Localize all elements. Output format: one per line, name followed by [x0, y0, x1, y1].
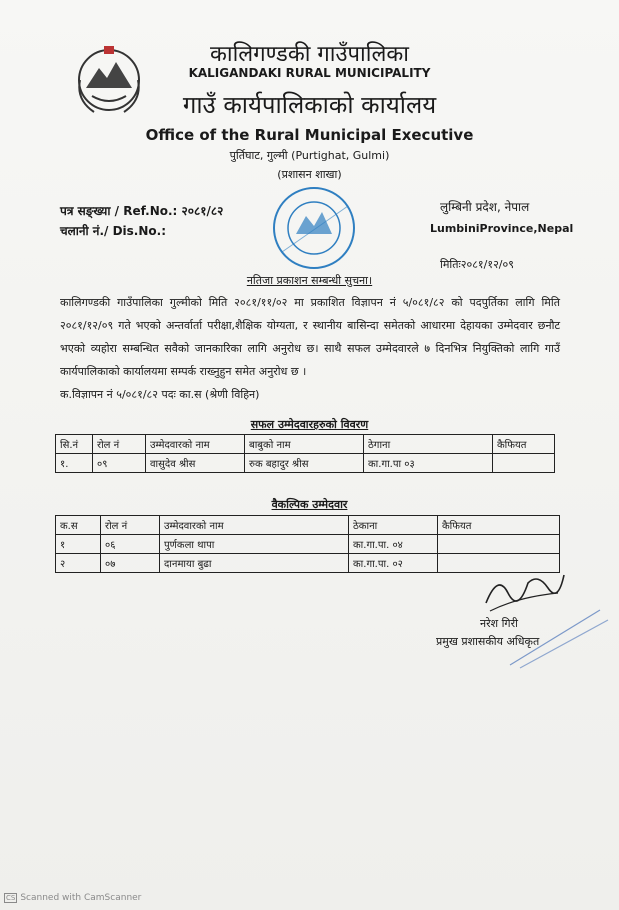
notice-body: कालिगण्डकी गाउँपालिका गुल्मीको मिति २०८१/११/०२ मा प्रकाशित विज्ञापन नं ५/०८१/८२ को पदपुर्तिका लागि मिति २०८१/१२/०९ गते भएको अन्तर्वार्ता परीक्षा,शैक्षिक योग्यता, र स्थानीय बासिन्दा समेतको आधारमा देहायका उम्मेदवार छनौट भएको व्यहोरा सम्बन्धित सवैको जानकारिका लागि अनुरोध छ। साथै सफल उम्मेदवारले ७ दिनभित्र नियुक्तिको लागि गाउँ कार्यपालिकाको कार्यालयमा सम्पर्क राख्नुहुन समेत अनुरोध छ ।: [60, 296, 560, 378]
successful-caption: सफल उम्मेदवारहरुको विवरण: [250, 418, 369, 431]
province-english: LumbiniProvince,Nepal: [430, 222, 574, 235]
table-cell: [493, 454, 555, 473]
successful-table: [55, 434, 555, 473]
table-cell: का.गा.पा ०३: [364, 454, 493, 473]
table-cell: २: [56, 554, 101, 573]
scanner-watermark: [4, 893, 141, 903]
table-cell: दानमाया बुढा: [160, 554, 349, 573]
office-name-english: Office of the Rural Municipal Executive: [145, 126, 474, 144]
column-header: ठेगाना: [364, 435, 493, 454]
table-cell: का.गा.पा. ०२: [349, 554, 438, 573]
signatory-name: नरेश गिरी: [480, 617, 518, 630]
table-cell: १: [56, 535, 101, 554]
column-header: कैफियत: [438, 516, 560, 535]
vacancy-line: क.विज्ञापन नं ५/०८१/८२ पदः का.स (श्रेणी विहिन): [60, 388, 260, 401]
section-name: (प्रशासन शाखा): [277, 168, 342, 181]
table-cell: ०७: [101, 554, 160, 573]
table-header-row: [56, 516, 560, 535]
table-row: [56, 535, 560, 554]
office-address: पुर्तिघाट, गुल्मी (Purtighat, Gulmi): [229, 149, 390, 162]
table-cell: रुक बहादुर श्रीस: [245, 454, 364, 473]
column-header: रोल नं: [93, 435, 146, 454]
column-header: ठेकाना: [349, 516, 438, 535]
column-header: उम्मेदवारको नाम: [160, 516, 349, 535]
table-cell: १.: [56, 454, 93, 473]
camscanner-logo-icon: CS: [6, 894, 16, 902]
column-header: क.स: [56, 516, 101, 535]
column-header: बाबुको नाम: [245, 435, 364, 454]
municipality-name-english: KALIGANDAKI RURAL MUNICIPALITY: [188, 66, 431, 80]
municipality-name-nepali: कालिगण्डकी गाउँपालिका: [210, 42, 409, 67]
scanner-text: Scanned with CamScanner: [20, 893, 142, 903]
table-cell: ०६: [101, 535, 160, 554]
notice-subject: नतिजा प्रकाशन सम्बन्धी सुचना।: [246, 274, 373, 287]
notice-date: मितिः२०८१/१२/०९: [440, 258, 514, 271]
office-seal-stamp: [268, 182, 360, 274]
table-cell: का.गा.पा. ०४: [349, 535, 438, 554]
column-header: कैफियत: [493, 435, 555, 454]
office-name-nepali: गाउँ कार्यपालिकाको कार्यालय: [182, 91, 437, 119]
province-nepali: लुम्बिनी प्रदेश, नेपाल: [440, 200, 530, 214]
table-cell: [438, 535, 560, 554]
alternate-caption: वैकल्पिक उम्मेदवार: [271, 498, 348, 511]
table-cell: वासुदेव श्रीस: [146, 454, 245, 473]
table-row: [56, 454, 555, 473]
column-header: सि.नं: [56, 435, 93, 454]
table-cell: पुर्णकला थापा: [160, 535, 349, 554]
column-header: उम्मेदवारको नाम: [146, 435, 245, 454]
table-cell: ०९: [93, 454, 146, 473]
dispatch-number: चलानी नं./ Dis.No.:: [60, 224, 167, 238]
column-header: रोल नं: [101, 516, 160, 535]
reference-number: पत्र सङ्ख्या / Ref.No.: २०८१/८२: [60, 204, 224, 218]
signatory-title: प्रमुख प्रशासकीय अधिकृत: [436, 635, 540, 648]
table-header-row: [56, 435, 555, 454]
